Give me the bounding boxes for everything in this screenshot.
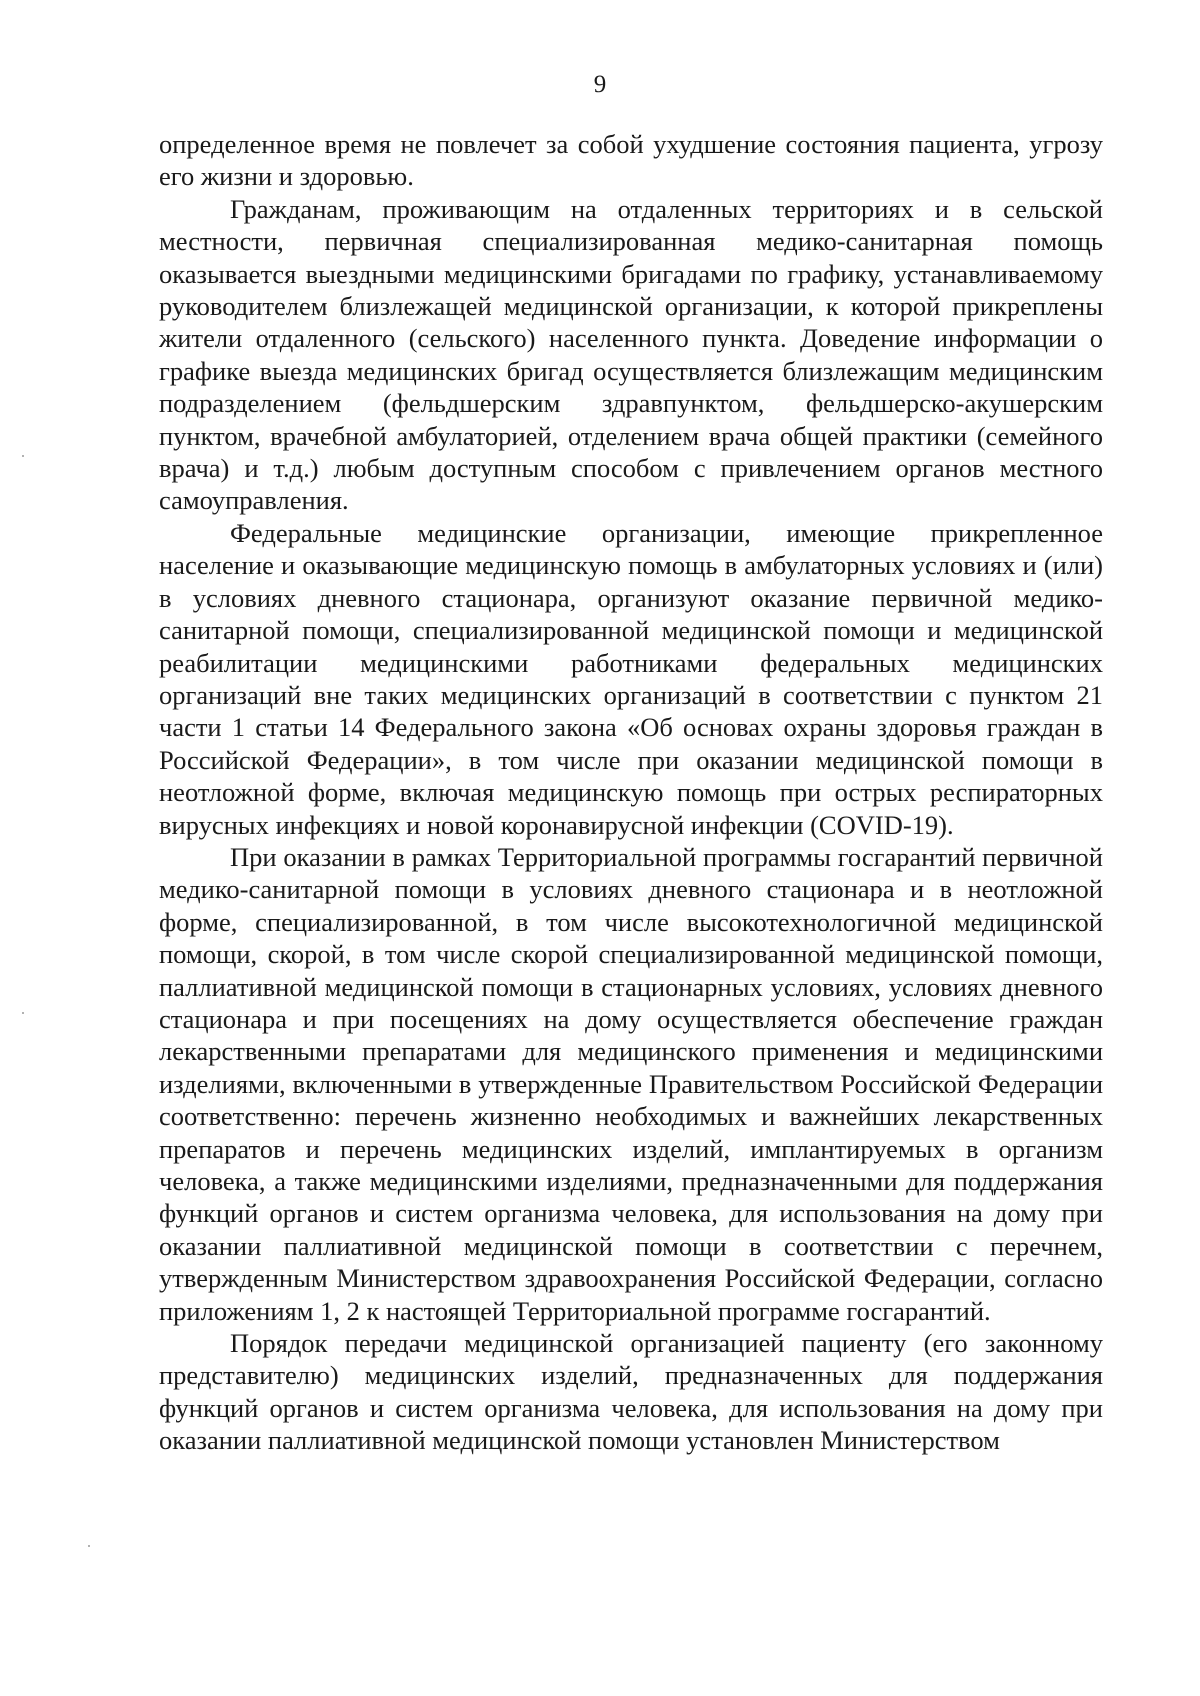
scan-artifact-mark (88, 1545, 90, 1547)
paragraph-remote-territories: Гражданам, проживающим на отдаленных территориях и в сельской местности, первичная специализированная медико-санитарная помощь оказывается выездными медицинскими бригадами по графику, устанавливаемому руководителем близлежащей медицинской организации, к которой прикреплены жители отдаленного (сельского) населенного пункта. Доведение информации о графике выезда медицинских бригад осуществляется близлежащим медицинским подразделением (фельдшерским здравпунктом, фельдшерско-акушерским пунктом, врачебной амбулаторией, отделением врача общей практики (семейного врача) и т.д.) любым доступным способом с привлечением органов местного самоуправления. (159, 193, 1103, 516)
scan-artifact-mark (22, 455, 24, 457)
paragraph-continuation: определенное время не повлечет за собой ухудшение состояния пациента, угрозу его жизни и здоровью. (159, 129, 1103, 192)
scan-artifact-mark (22, 1012, 24, 1014)
paragraph-federal-organizations: Федеральные медицинские организации, имеющие прикрепленное население и оказывающие медицинскую помощь в амбулаторных условиях и (или) в условиях дневного стационара, организуют оказание первичной медико-санитарной помощи, специализированной медицинской помощи и медицинской реабилитации медицинскими работниками федеральных медицинских организаций вне таких медицинских организаций в соответствии с пунктом 21 части 1 статьи 14 Федерального закона «Об основах охраны здоровья граждан в Российской Федерации», в том числе при оказании медицинской помощи в неотложной форме, включая медицинскую помощь при острых респираторных вирусных инфекциях и новой коронавирусной инфекции (COVID-19). (159, 517, 1103, 840)
document-body (159, 128, 1103, 1457)
paragraph-device-transfer: Порядок передачи медицинской организацией пациенту (его законному представителю) медицинских изделий, предназначенных для поддержания функций органов и систем организма человека, для использования на дому при оказании паллиативной медицинской помощи установлен Министерством (159, 1328, 1103, 1456)
paragraph-medication-provision: При оказании в рамках Территориальной программы госгарантий первичной медико-санитарной помощи в условиях дневного стационара и в неотложной форме, специализированной, в том числе высокотехнологичной медицинской помощи, скорой, в том числе скорой специализированной медицинской помощи, паллиативной медицинской помощи в стационарных условиях, условиях дневного стационара и при посещениях на дому осуществляется обеспечение граждан лекарственными препаратами для медицинского применения и медицинскими изделиями, включенными в утвержденные Правительством Российской Федерации соответственно: перечень жизненно необходимых и важнейших лекарственных препаратов и перечень медицинских изделий, имплантируемых в организм человека, а также медицинскими изделиями, предназначенными для поддержания функций органов и систем организма человека, для использования на дому при оказании паллиативной медицинской помощи в соответствии с перечнем, утвержденным Министерством здравоохранения Российской Федерации, согласно приложениям 1, 2 к настоящей Территориальной программе госгарантий. (159, 841, 1103, 1326)
page-number: 9 (593, 71, 607, 98)
